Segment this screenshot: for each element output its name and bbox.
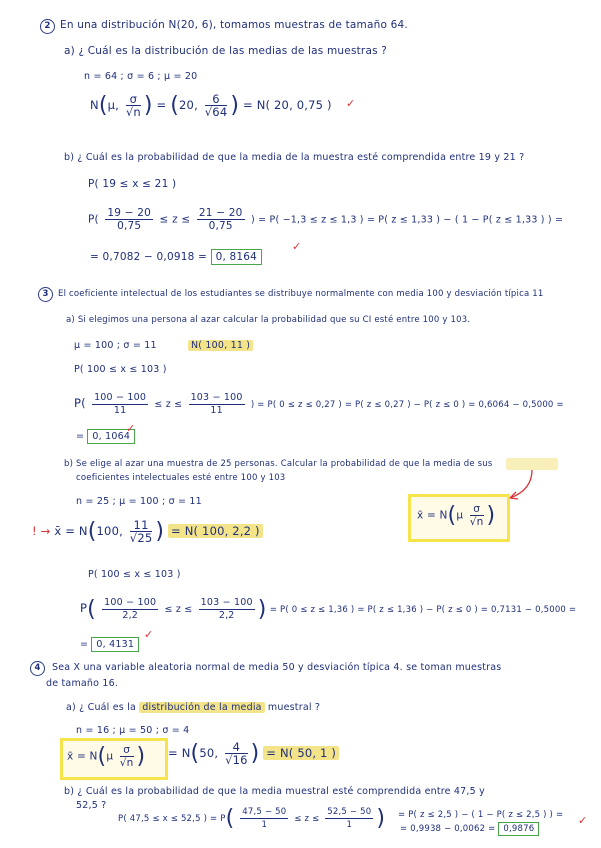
question-b-continued: 52,5 ? xyxy=(76,800,107,811)
given-values: n = 25 ; μ = 100 ; σ = 11 xyxy=(76,496,202,507)
fraction: $\frac{47,5 - 50}{1}$ xyxy=(242,807,287,830)
check-mark-icon: ✓ xyxy=(292,240,302,253)
fraction: $\frac{\sigma}{√n}$ xyxy=(119,744,134,769)
question-b: b) ¿ Cuál es la probabilidad de que la media de la muestra esté comprendida entre 19 y 21 ? xyxy=(64,152,525,163)
problem-number: 3 xyxy=(38,287,53,302)
result-line: = P( z ≤ 2,5 ) − ( 1 − P( z ≤ 2,5 ) ) = xyxy=(398,810,564,820)
formula-note-box: x̄ = N(μ $\frac{\sigma}{√n}$ ) xyxy=(60,738,168,780)
given-values: n = 64 ; σ = 6 ; μ = 20 xyxy=(84,71,198,82)
check-mark-icon: ✓ xyxy=(126,422,136,435)
arrow-icon xyxy=(502,468,562,508)
fraction: $\frac{\sigma}{√n}$ xyxy=(125,92,141,119)
highlighted-phrase: distribución de la media xyxy=(139,702,264,713)
result-line: = 0, 4131 xyxy=(80,639,139,650)
distribution-formula: = N(50, $\frac{4}{√16}$ ) = N( 50, 1 ) xyxy=(168,741,339,766)
probability-expression: P( 19 ≤ x ≤ 21 ) xyxy=(88,178,177,190)
question-a: a) ¿ Cuál es la distribución de la media muestral ? xyxy=(66,702,321,713)
formula-note-box: x̄ = N(μ $\frac{\sigma}{√n}$ ) xyxy=(408,494,510,542)
answer-box: 0, 1064 xyxy=(87,429,135,444)
standardization-formula: P( 47,5 ≤ x ≤ 52,5 ) = P( $\frac{47,5 - 50}{1}$ ≤ z ≤ $\frac{52,5 - 50}{1}$ ) xyxy=(118,806,386,831)
question-b-continued: coeficientes intelectuales esté entre 100 y 103 xyxy=(76,473,286,483)
given-values: μ = 100 ; σ = 11 N( 100, 11 ) xyxy=(74,340,253,351)
formula-mean: μ, xyxy=(107,98,119,112)
probability-expression: P( 100 ≤ x ≤ 103 ) xyxy=(88,569,181,580)
highlighted-distribution: N( 100, 11 ) xyxy=(188,340,253,351)
fraction: $\frac{19 - 20}{0,75}$ xyxy=(107,207,151,232)
fraction: $\frac{21 - 20}{0,75}$ xyxy=(198,207,243,232)
question-b: b) ¿ Cuál es la probabilidad de que la media muestral esté comprendida entre 47,5 y xyxy=(64,786,485,797)
fraction: $\frac{52,5 - 50}{1}$ xyxy=(327,807,372,830)
result-line: = 0, 1064 xyxy=(76,431,135,442)
standardization-formula: P( $\frac{100 - 100}{11}$ ≤ z ≤ $\frac{103 - 100}{11}$ ) = P( 0 ≤ z ≤ 0,27 ) = P( z ≤ 0,27 ) − P( z ≤ 0 ) = 0,6064 − 0,5000 = xyxy=(74,392,564,416)
check-mark-icon: ✓ xyxy=(346,97,356,110)
answer-box: 0, 8164 xyxy=(211,249,262,265)
problem-statement: Sea X una variable aleatoria normal de media 50 y desviación típica 4. se toman muestras xyxy=(52,662,502,673)
result-line-2: = 0,9938 − 0,0062 = 0,9876 xyxy=(400,824,539,834)
question-a: a) ¿ Cuál es la distribución de las medias de las muestras ? xyxy=(64,45,388,57)
problem-number: 4 xyxy=(30,661,45,676)
fraction: $\frac{103 - 100}{2,2}$ xyxy=(200,597,253,621)
fraction: $\frac{100 - 100}{11}$ xyxy=(94,392,147,416)
fraction: $\frac{6}{√64}$ xyxy=(204,92,228,119)
formula-lhs: N xyxy=(90,98,99,112)
fraction: $\frac{103 - 100}{11}$ xyxy=(190,392,243,416)
highlighted-result: = N( 50, 1 ) xyxy=(263,746,339,760)
standardization-formula: P( $\frac{100 - 100}{2,2}$ ≤ z ≤ $\frac{103 - 100}{2,2}$ ) = P( 0 ≤ z ≤ 1,36 ) = P( z ≤ 1,36 ) − P( z ≤ 0 ) = 0,7131 − 0,5000 = xyxy=(80,597,577,622)
fraction: $\frac{100 - 100}{2,2}$ xyxy=(104,597,157,621)
fraction: $\frac{4}{√16}$ xyxy=(225,740,248,767)
question-b: b) Se elige al azar una muestra de 25 personas. Calcular la probabilidad de que la media de sus xyxy=(64,459,493,469)
answer-box: 0,9876 xyxy=(498,822,539,836)
question-a: a) Si elegimos una persona al azar calcular la probabilidad que su CI esté entre 100 y 103. xyxy=(66,315,471,325)
check-mark-icon: ✓ xyxy=(578,814,588,827)
problem-number: 2 xyxy=(40,19,55,34)
problem-statement: El coeficiente intelectual de los estudiantes se distribuye normalmente con media 100 y desviación típica 11 xyxy=(58,289,544,299)
standardization-formula: P( $\frac{19 - 20}{0,75}$ ≤ z ≤ $\frac{21 - 20}{0,75}$ ) = P( −1,3 ≤ z ≤ 1,3 ) = P( z ≤ 1,33 ) − ( 1 − P( z ≤ 1,33 ) ) = xyxy=(88,207,564,232)
probability-expression: P( 100 ≤ x ≤ 103 ) xyxy=(74,364,167,375)
sample-distribution-formula: ! → x̄ = N(100, $\frac{11}{√25}$ ) = N( 100, 2,2 ) xyxy=(32,519,263,544)
fraction: $\frac{\sigma}{√n}$ xyxy=(469,503,484,528)
check-mark-icon: ✓ xyxy=(144,628,154,641)
highlighted-result: = N( 100, 2,2 ) xyxy=(168,524,263,538)
warning-arrow-icon: ! → xyxy=(32,524,51,538)
distribution-formula: N(μ, $\frac{\sigma}{√n}$ ) = (20, $\frac{6}{√64}$ ) = N( 20, 0,75 ) xyxy=(90,92,332,119)
fraction: $\frac{11}{√25}$ xyxy=(129,518,153,545)
result-line: = 0,7082 − 0,0918 = 0, 8164 xyxy=(90,251,262,263)
given-values: n = 16 ; μ = 50 ; σ = 4 xyxy=(76,725,190,736)
problem-statement-continued: de tamaño 16. xyxy=(46,678,119,689)
answer-box: 0, 4131 xyxy=(91,637,139,652)
problem-statement: En una distribución N(20, 6), tomamos muestras de tamaño 64. xyxy=(60,19,408,31)
distribution-result: = N( 20, 0,75 ) xyxy=(243,98,332,112)
